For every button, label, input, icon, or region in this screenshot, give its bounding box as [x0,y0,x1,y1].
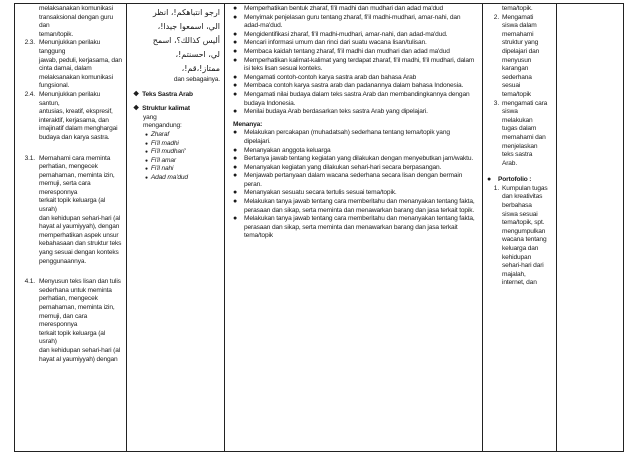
portfolio-list [483,185,556,288]
bullet-icon: ● [233,13,238,21]
competency-line [15,278,126,287]
assessment-text: menyusun [502,56,532,64]
bullet-icon: ● [233,56,238,64]
activity-item: ● Menilai budaya Arab berdasarkan teks sastra Arab yang dipelajari. [233,108,428,116]
assessment-line [485,219,552,228]
struktur-line: mengandung: [143,122,182,130]
bullet-icon: ● [233,172,238,180]
assessment-text: dan kreativitas [502,193,543,201]
competency-number: 4.1. [24,278,35,286]
competency-text: interaktif, kerjasama, dan [39,116,109,124]
assessment-text: sesuai [502,82,521,90]
bullet-icon: ● [233,108,238,116]
activity-item: ● Menjawab pertanyaan dalam wacana sederhana secara lisan dengan bermain peran. [233,172,463,188]
material-closing: dan sebagainya. [173,76,220,83]
diamond-bullet-icon: ❖ [133,90,140,98]
competency-number: 2.3. [24,39,35,47]
competency-line [15,295,126,304]
assessment-text: struktur yang [502,39,539,47]
bullet-icon: ● [233,189,238,197]
assessment-line [485,108,552,117]
assessment-line [485,151,552,160]
assessment-line [485,91,552,100]
assessment-line [485,228,552,237]
competency-line [15,117,126,126]
competency-text: dan kehidupan sehari-hari (al [39,346,121,354]
competency-text: pemahaman, meminta izin, [39,171,115,179]
bullet-icon: ● [233,163,238,171]
arabic-expression-line: أليس كذالك؟، اسمح [152,36,220,45]
assessment-text: wacana tentang [502,236,547,244]
activity-column [225,4,483,452]
assessment-text: berbahasa [502,202,532,210]
assessment-line [485,14,552,23]
bullet-icon: ● [145,131,148,138]
assessment-line [485,193,552,202]
competency-line [15,232,126,241]
bullet-icon: ● [233,90,238,98]
struktur-item: ● Fi'il amar [145,156,176,164]
competency-text: memuji, dan cara meresponnya [39,312,88,329]
assessment-text: Arab. [502,159,518,167]
competency-text: memuji, serta cara meresponnya [39,180,91,196]
bullet-icon: ● [145,174,148,181]
assessment-text: kehidupan [502,253,532,261]
competency-text: perhatian, mengecek [39,295,98,303]
time-column [557,4,624,452]
observe-activities [225,4,482,117]
activity-item: ● Mengamati nilai budaya dalam teks sastra Arab dan membandingkannya dengan budaya Indonesia. [233,90,470,107]
competency-line [15,215,126,224]
bullet-icon: ● [233,198,238,206]
bullet-icon: ● [233,73,238,81]
assessment-text: tema/topik. [502,5,533,12]
assessment-text: keluarga dan [502,245,539,253]
activity-item: ● Melakukan percakapan (muhadatsah) sederhana tentang tema/topik yang dipelajari. [233,129,450,145]
assessment-line [485,262,552,271]
assessment-line [485,117,552,126]
competency-text: transaksional dengan guru dan [39,13,113,30]
competency-line [15,223,126,232]
activity-item: ● Mencari informasi umum dan rinci dari suatu wacana lisan/tulisan. [233,39,427,47]
assessment-line [485,22,552,31]
arabic-expression-line: ممتاز!،قم!، [181,64,220,73]
struktur-item: ● Zharaf [145,130,170,138]
activity-item: ● Mengamati contoh-contoh karya sastra arab dan bahasa Arab [233,73,417,81]
bullet-icon: ● [145,140,148,147]
competency-line [15,14,126,31]
struktur-item: ● Adad ma'dud [145,173,188,181]
teks-sastra-heading: ❖ Teks Sastra Arab [133,90,193,98]
assessment-column [483,4,557,452]
arabic-expression-line: لي، احسنتم!، [175,50,220,59]
bullet-icon: ● [233,215,238,223]
bullet-icon: ● [233,82,238,90]
competency-line [15,240,126,249]
assessment-line [485,185,552,194]
assessment-line [485,31,552,40]
assessment-list [483,4,556,168]
assessment-line [485,134,552,143]
competency-text: terkait topik keluarga (al usrah) [39,197,106,214]
assessment-line [485,143,552,152]
assessment-text: tugas dalam [502,125,537,133]
competency-text: Memahami cara meminta [39,154,111,162]
activity-item: ● Melakukan tanya jawab tentang cara memberitahu dan menanyakan tentang fakta, perasaan dan sikap, serta meminta dan menawarkan barang dan jasa terkait tema/topik [233,215,475,240]
assessment-line [485,271,552,280]
competency-line [15,347,126,356]
assessment-text: dipelajari dan [502,47,540,55]
competency-text: penggunaannya. [39,257,87,265]
assessment-text: siswa dalam [502,22,537,30]
competency-list [15,4,126,364]
competency-line [15,304,126,313]
bullet-icon: ● [233,30,238,38]
assessment-text: menjelaskan [502,142,538,150]
bullet-icon: ● [145,149,148,156]
arabic-expression-line: ارجو انتباهكم!، انظر [152,8,220,17]
assessment-line [485,254,552,263]
competency-text: budaya dan karya sastra. [39,133,110,141]
bullet-icon: ● [233,5,238,12]
assessment-text: Mengamati [502,13,534,21]
competency-column [15,4,127,452]
activity-item: ● Membaca contoh karya sastra arab dan padanannya dalam bahasa Indonesia. [233,82,464,90]
activity-item: ● Mengidentifikasi zharaf, fi'il madhi-mudhari, amar-nahi, dan adad-ma'dud. [233,30,448,38]
assessment-line [485,57,552,66]
competency-line [15,91,126,108]
struktur-item: ● Fi'il mudhari' [145,148,186,156]
assessment-text: siswa [502,108,518,116]
assessment-text: siswa sesuai [502,210,538,218]
assessment-line [485,82,552,91]
assessment-text: mengamati cara [502,99,548,107]
assessment-line [485,5,552,14]
rpp-table [14,3,624,452]
competency-text: dan kehidupan sehari-hari (al [39,214,121,222]
competency-line [15,5,126,14]
competency-text: Menunjukkan perilaku santun, [39,90,101,107]
competency-text: Menyusun teks lisan dan tulis [39,278,121,286]
competency-number: 2.4. [24,90,35,98]
competency-text: Menunjukkan perilaku tanggung [39,39,101,55]
competency-text: sederhana untuk meminta [39,286,112,294]
competency-line [15,313,126,330]
assessment-text: Kumpulan tugas [502,184,548,192]
assessment-text: teks sastra [502,151,533,159]
competency-text: pemahaman, meminta izin, [39,304,115,311]
competency-line [15,197,126,214]
portfolio-heading: ● Portofolio : [487,176,532,184]
bullet-icon: ● [487,176,492,184]
diamond-bullet-icon: ❖ [133,105,140,113]
struktur-item: ● Fi'il madhi [145,139,179,147]
competency-text: kebahasaan dan struktur teks [39,240,122,248]
struktur-section: ❖ Struktur kalimat yang mengandung: ● Zharaf ● Fi'il madhi ● Fi'il mudhari' ● Fi'il amar ● Fi'il nahi ● Adad ma'dud [127,105,224,182]
competency-line [15,108,126,117]
struktur-line: yang [143,113,157,121]
bullet-icon: ● [233,146,238,154]
assessment-line [485,211,552,220]
competency-line [15,287,126,296]
bullet-icon: ● [233,129,238,137]
bullet-icon: ● [145,157,148,164]
competency-text: antusias, kreatif, ekspresif, [39,108,113,116]
activity-item: ● Menyimak penjelasan guru tentang zharaf, fi'il madhi-mudhari, amar-nahi, dan adad-ma'dud. [233,13,461,30]
competency-text: cinta damai, dalam [39,65,92,73]
assessment-line [485,65,552,74]
assessment-line [485,160,552,169]
activity-item: ● Memperhatikan bentuk zharaf, fi'il madhi dan mudhari dan adad ma'dud [233,5,444,12]
assessment-number: 3. [493,99,499,107]
arabic-expressions [127,4,224,76]
competency-line [15,180,126,197]
competency-line [15,74,126,83]
competency-line [15,134,126,143]
bullet-icon: ● [233,39,238,47]
assessment-text: memahami dan [502,133,546,141]
assessment-line [485,100,552,109]
bullet-icon: ● [233,47,238,55]
competency-line [15,155,126,164]
competency-line [15,65,126,74]
competency-number: 3.1. [24,154,35,162]
competency-text: imajinatif dalam menghargai [39,125,118,133]
bullet-icon: ● [145,166,148,173]
activity-item: ● Bertanya jawab tentang kegiatan yang dilakukan dengan menyebutkan jam/waktu. [233,155,474,163]
assessment-line [485,245,552,254]
competency-text: hayat al yaumiyyah), dengan [39,223,120,231]
assessment-line [485,74,552,83]
question-activities [225,129,482,241]
competency-line [15,82,126,91]
assessment-text: memahami [502,30,534,38]
assessment-text: internet, dan [502,279,537,287]
assessment-text: tema/topik [502,90,531,98]
competency-line [15,249,126,258]
assessment-text: sederhana [502,73,532,81]
activity-item: ● Menanyakan anggota keluarga [233,146,331,154]
competency-line [15,57,126,66]
competency-line [15,39,126,56]
assessment-line [485,39,552,48]
competency-line [15,172,126,181]
assessment-text: majalah, [502,270,526,278]
competency-line [15,125,126,134]
struktur-item: ● Fi'il nahi [145,165,174,173]
competency-text: hayat al yaumiyyah) dengan [39,355,118,363]
assessment-text: mengumpulkan [502,227,546,235]
activity-item: ● Melakukan tanya jawab tentang cara memberitahu dan menanyakan tentang fakta, perasaan dan sikap, serta meminta dan menawarkan barang dan jasa terkait topik. [233,198,475,214]
bullet-icon: ● [233,155,238,163]
competency-text: jawab, peduli, kerjasama, dan [39,56,122,64]
assessment-line [485,125,552,134]
activity-item: ● Menanyakan sesuatu secara tertulis sesuai tema/topik. [233,189,397,197]
material-column [127,4,225,452]
assessment-line [485,236,552,245]
assessment-text: sehari-hari dari [502,262,544,270]
assessment-line [485,48,552,57]
menanya-heading: Menanya: [233,120,263,128]
assessment-line [485,202,552,211]
activity-item: ● Membaca kaidah tentang zharaf, fi'il madhi dan mudhari dan adad ma'dud [233,47,450,55]
assessment-line [485,279,552,288]
competency-text: terkait topik keluarga (al usrah) [39,329,106,346]
competency-line [15,356,126,365]
activity-item: ● Menanyakan kegiatan yang dilakukan sehari-hari secara berpasangan. [233,163,442,171]
competency-line [15,258,126,267]
assessment-text: tema/topik, spt. [502,219,545,227]
competency-line [15,330,126,347]
competency-text: melaksanakan komunikasi [39,73,113,81]
competency-text: melaksanakan komunikasi [39,5,113,12]
competency-text: perhatian, mengecek [39,163,98,171]
competency-line [15,31,126,40]
assessment-text: karangan [502,65,529,73]
assessment-number: 2. [493,13,499,21]
assessment-number: 1. [493,184,499,192]
assessment-text: melakukan [502,116,533,124]
competency-text: teman/topik. [39,30,74,38]
competency-text: yang sesuai dengan konteks [39,249,119,257]
activity-item: ● Memperhatikan kalimat-kalimat yang terdapat zharaf, fi'il madhi, fi'il mudhari, dalam isi teks lisan sesuai konteks. [233,56,475,73]
competency-text: memperhatikan aspek unsur [39,231,119,239]
competency-text: fungsional. [39,82,70,90]
arabic-expression-line: الي، اسمعوا جيدا!، [157,22,220,31]
competency-line [15,163,126,172]
